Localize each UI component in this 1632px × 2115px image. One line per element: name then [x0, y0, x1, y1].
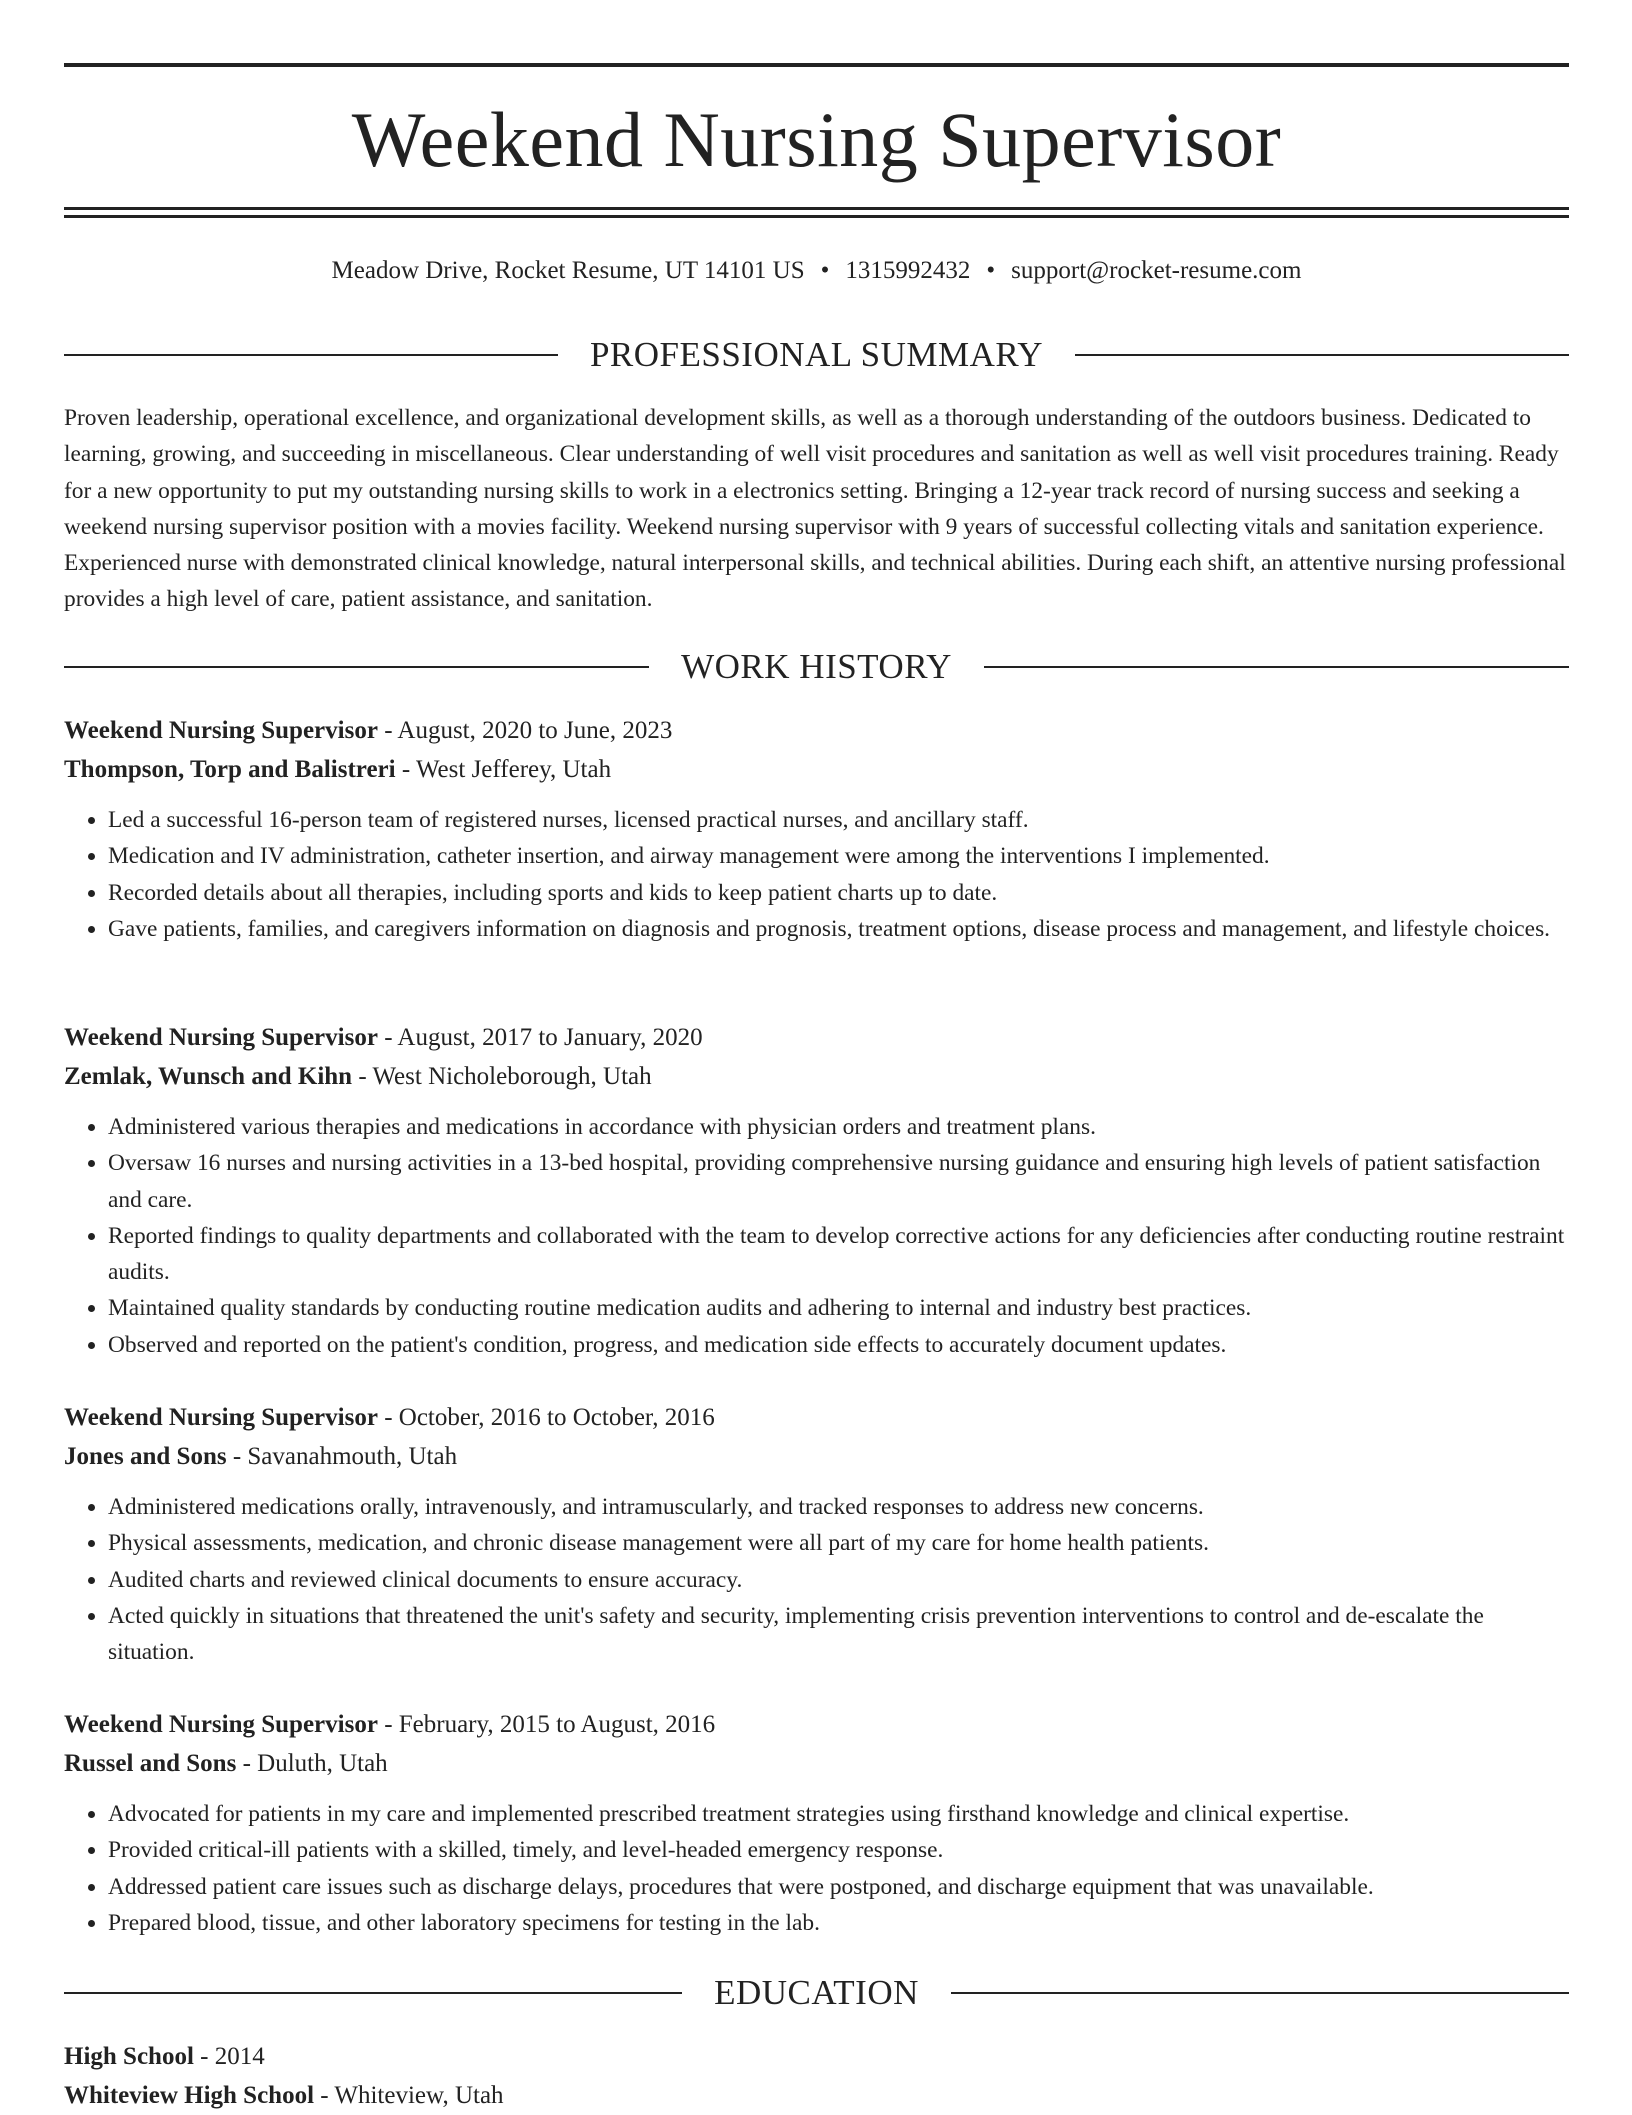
- job-bullet: • Physical assessments, medication, and chronic disease management were all part of my care for home health patients.: [108, 1525, 1569, 1561]
- contact-phone[interactable]: 1315992432: [845, 257, 971, 284]
- contact-email[interactable]: support@rocket-resume.com: [1011, 257, 1302, 284]
- job-bullets: [64, 1796, 1569, 1941]
- education-degree: High School: [64, 2043, 194, 2070]
- job-company-row: [64, 1745, 1569, 1784]
- job-title: Weekend Nursing Supervisor: [64, 1711, 378, 1738]
- job-bullet: • Maintained quality standards by conducting routine medication audits and adhering to internal and industry best practices.: [108, 1290, 1569, 1326]
- job-bullet: • Prepared blood, tissue, and other laboratory specimens for testing in the lab.: [108, 1905, 1569, 1941]
- heading-rule-right: [984, 666, 1569, 668]
- job-company: Russel and Sons: [64, 1749, 237, 1777]
- job-title: Weekend Nursing Supervisor: [64, 1404, 378, 1431]
- job-bullet: • Acted quickly in situations that threatened the unit's safety and security, implementing crisis prevention interventions to control and de-escalate the situation.: [108, 1598, 1569, 1671]
- education-entry: [64, 2037, 1569, 2115]
- contact-separator: •: [820, 257, 830, 284]
- heading-rule-right: [1075, 354, 1569, 356]
- job-location: - Duluth, Utah: [242, 1749, 388, 1777]
- job-dates: - August, 2020 to June, 2023: [384, 717, 673, 744]
- job-dates: - October, 2016 to October, 2016: [384, 1404, 715, 1431]
- job-company-row: [64, 1438, 1569, 1477]
- job-title: Weekend Nursing Supervisor: [64, 1024, 378, 1051]
- contact-separator: •: [986, 257, 996, 284]
- job-bullet: • Reported findings to quality departments and collaborated with the team to develop corrective actions for any deficiencies after conducting routine restraint audits.: [108, 1218, 1569, 1291]
- job-title-row: [64, 1399, 1569, 1438]
- education-school-row: [64, 2076, 1569, 2115]
- job-bullet: • Advocated for patients in my care and implemented prescribed treatment strategies using firsthand knowledge and clinical expertise.: [108, 1796, 1569, 1832]
- job-bullets: [64, 1109, 1569, 1363]
- job-company: Jones and Sons: [64, 1442, 227, 1470]
- job-location: - West Jefferey, Utah: [401, 755, 612, 783]
- contact-address: Meadow Drive, Rocket Resume, UT 14101 US: [331, 257, 805, 284]
- job-bullet: • Led a successful 16-person team of registered nurses, licensed practical nurses, and ancillary staff.: [108, 802, 1569, 838]
- job-title-row: [64, 1019, 1569, 1058]
- heading-rule-right: [951, 1992, 1569, 1994]
- job-entry: [64, 1019, 1569, 1363]
- job-bullet: • Recorded details about all therapies, including sports and kids to keep patient charts up to date.: [108, 875, 1569, 911]
- job-bullet: • Medication and IV administration, catheter insertion, and airway management were among the interventions I implemented.: [108, 838, 1569, 874]
- job-title: Weekend Nursing Supervisor: [64, 717, 378, 744]
- professional-summary-text: Proven leadership, operational excellence, and organizational development skills, as well as a thorough understanding of the outdoors business. Dedicated to learning, growing, and succeeding in miscellaneous. Clear understanding of well visit procedures and sanitation as well as well visit procedures training. Ready for a new opportunity to put my outstanding nursing skills to work in a electronics setting. Bringing a 12-year track record of nursing success and seeking a weekend nursing supervisor position with a movies facility. Weekend nursing supervisor with 9 years of successful collecting vitals and sanitation experience. Experienced nurse with demonstrated clinical knowledge, natural interpersonal skills, and technical abilities. During each shift, an attentive nursing professional provides a high level of care, patient assistance, and sanitation.: [64, 405, 1566, 613]
- heading-rule-left: [64, 666, 649, 668]
- job-bullet: • Oversaw 16 nurses and nursing activities in a 13-bed hospital, providing comprehensive nursing guidance and ensuring high levels of patient satisfaction and care.: [108, 1145, 1569, 1218]
- job-location: - West Nicholeborough, Utah: [358, 1062, 652, 1090]
- summary-heading-label: PROFESSIONAL SUMMARY: [589, 335, 1044, 374]
- job-bullets: [64, 1489, 1569, 1670]
- job-bullets: [64, 802, 1569, 947]
- summary-heading: [64, 335, 1569, 375]
- job-company-row: [64, 751, 1569, 790]
- education-heading: [64, 1973, 1569, 2013]
- top-rule: [64, 63, 1569, 67]
- job-dates: - February, 2015 to August, 2016: [384, 1711, 716, 1738]
- job-location: - Savanahmouth, Utah: [232, 1442, 458, 1470]
- title-double-rule: [64, 207, 1569, 218]
- education-year: - 2014: [200, 2043, 265, 2070]
- work-history-heading-label: WORK HISTORY: [681, 647, 952, 686]
- job-entry: [64, 1706, 1569, 1941]
- education-degree-row: [64, 2037, 1569, 2076]
- job-bullet: • Administered various therapies and medications in accordance with physician orders and treatment plans.: [108, 1109, 1569, 1145]
- job-company-row: [64, 1058, 1569, 1097]
- job-dates: - August, 2017 to January, 2020: [384, 1024, 703, 1051]
- job-entry: [64, 712, 1569, 947]
- job-entry: [64, 1399, 1569, 1670]
- job-title-row: [64, 1706, 1569, 1745]
- job-bullet: • Audited charts and reviewed clinical documents to ensure accuracy.: [108, 1562, 1569, 1598]
- job-bullet: • Observed and reported on the patient's condition, progress, and medication side effects to accurately document updates.: [108, 1327, 1569, 1363]
- heading-rule-left: [64, 1992, 682, 1994]
- job-company: Thompson, Torp and Balistreri: [64, 755, 396, 783]
- work-history-heading: [64, 647, 1569, 687]
- job-bullet: • Administered medications orally, intravenously, and intramuscularly, and tracked responses to address new concerns.: [108, 1489, 1569, 1525]
- heading-rule-left: [64, 354, 558, 356]
- job-bullet: • Gave patients, families, and caregivers information on diagnosis and prognosis, treatment options, disease process and management, and lifestyle choices.: [108, 911, 1569, 947]
- resume-title: Weekend Nursing Supervisor: [351, 96, 1282, 183]
- job-bullet: • Addressed patient care issues such as discharge delays, procedures that were postponed, and discharge equipment that was unavailable.: [108, 1869, 1569, 1905]
- education-location: - Whiteview, Utah: [320, 2082, 504, 2109]
- education-heading-label: EDUCATION: [714, 1973, 919, 2012]
- job-title-row: [64, 712, 1569, 751]
- job-company: Zemlak, Wunsch and Kihn: [64, 1062, 353, 1090]
- education-school: Whiteview High School: [64, 2082, 315, 2109]
- contact-line: [64, 253, 1569, 289]
- job-bullet: • Provided critical-ill patients with a skilled, timely, and level-headed emergency response.: [108, 1832, 1569, 1868]
